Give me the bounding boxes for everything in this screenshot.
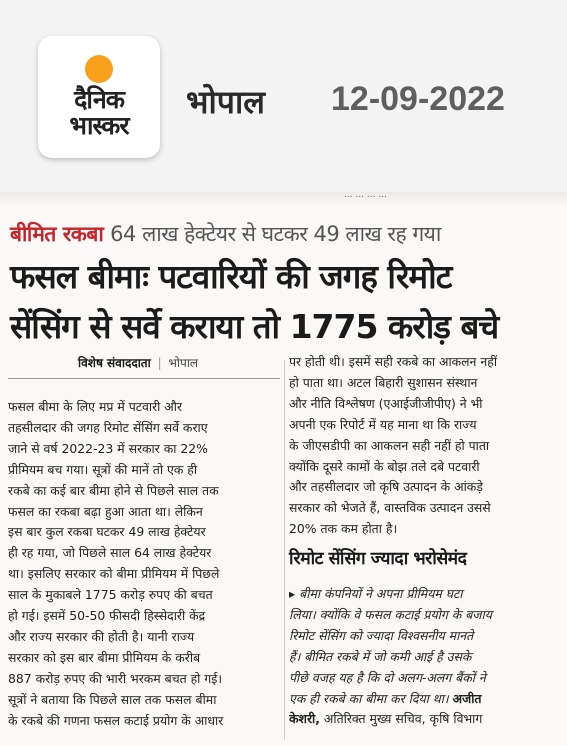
article-line: 887 करोड़ रुपए की भारी भरकम बचत हो गई। [8,670,223,686]
article-line: ही रह गया, जो पिछले साल 64 लाख हेक्टेयर [8,545,212,561]
article-line: हो गई। इसमें 50-50 फीसदी हिस्सेदारी केंद्र [8,608,206,624]
article-line: और नीति विश्लेषण (एआईजीजीपीए) ने भी [289,395,483,411]
article-line: फसल बीमा के लिए मप्र में पटवारी और [8,399,183,414]
kicker-text: 64 लाख हेक्टेयर से घटकर 49 लाख रह गया [110,222,441,246]
edition-date: 12-09-2022 [331,80,505,118]
article-line: सरकार को इस बार बीमा प्रीमियम के करीब [8,649,201,665]
headline-line: सेंसिंग से सर्वे कराया तो 1775 करोड़ बचे [10,307,499,346]
header-bar [0,0,567,192]
headline [10,252,562,352]
article-line: सरकार को भेजते हैं, वास्तविक उत्पादन उससे [289,500,491,516]
subhead: रिमोट सेंसिंग ज्यादा भरोसेमंद [289,549,467,569]
article-line: रकबे का कई बार बीमा होने से पिछले साल तक [8,482,219,498]
article-line-with-signature [289,689,561,710]
dainik-bhaskar-logo [38,36,160,158]
signature-surname: केशरी, [289,711,320,727]
byline-author: विशेष संवाददाता [78,356,151,370]
kicker [10,220,441,248]
article-line: हो पाता था। अटल बिहारी सुशासन संस्थान [289,374,478,390]
article-line: पर होती थी। इसमें सही रकबे का आकलन नहीं [289,354,498,369]
article-line: इस बार कुल रकबा घटकर 49 लाख हेक्टेयर [8,524,206,540]
sun-icon [85,55,113,83]
article-line: एक ही रकबे का बीमा कर दिया था। [289,690,449,706]
article-line: के जीएसडीपी का आकलन सही नहीं हो पाता [289,437,490,453]
article-line: सूत्रों ने बताया कि पिछले साल तक फसल बीमा [8,691,217,707]
article-line: फसल का रकबा बढ़ा हुआ आता था। लेकिन [8,503,203,519]
article-line: था। इसलिए सरकार को बीमा प्रीमियम में पिछले [8,566,220,582]
byline-separator: | [157,356,162,370]
logo-line1: दैनिक [74,85,124,114]
article-column-1 [8,397,280,732]
article-line: साल के मुकाबले 1775 करोड़ रुपए की बचत [8,587,213,603]
article-line: तहसीलदार की जगह रिमोट सेंसिंग सर्वे कराए [8,419,208,435]
headline-line: फसल बीमाः पटवारियों की जगह रिमोट [10,257,452,296]
article-column-3 [289,584,561,730]
edition-city: भोपाल [186,83,265,121]
signature-name: अजीत [452,690,482,706]
cut-off-text: ... ... ... ... [344,190,387,200]
article-line: क्योंकि दूसरे कामों के बोझ तले दबे पटवारी [289,458,480,474]
article-line: के रकबे की गणना फसल कटाई प्रयोग के आधार [8,712,224,728]
kicker-highlight: बीमित रकबा [10,222,104,246]
article-line: पीछे वजह यह है कि दो अलग-अलग बैंकों ने [289,669,486,685]
article-line: 20% तक कम होता है। [289,521,398,537]
article-line: लिया। क्योंकि वे फसल कटाई प्रयोग के बजाय [289,606,492,622]
article-line: अपनी एक रिपोर्ट में यह माना था कि राज्य [289,416,477,432]
article-line: और राज्य सरकार की होती है। यानी राज्य [8,628,195,644]
article-line: ▸ बीमा कंपनियों ने अपना प्रीमियम घटा [289,586,463,601]
article-line: प्रीमियम बच गया। सूत्रों की मानें तो एक ही [8,461,198,477]
signature-title: अतिरिक्त मुख्य सचिव, कृषि विभाग [323,711,483,727]
byline-place: भोपाल [168,356,199,370]
clipping-top-edge [0,192,567,206]
article-line: और तहसीलदार जो कृषि उत्पादन के आंकड़े [289,479,483,495]
news-clipping [0,192,567,746]
article-line: जाने से वर्ष 2022-23 में सरकार का 22% [8,440,208,456]
article-line: हैं। बीमित रकबे में जो कमी आई है उसके [289,648,472,664]
article-line: रिमोट सेंसिंग को ज्यादा विश्वसनीय मानते [289,627,474,643]
byline [78,354,198,371]
logo-line2: भास्कर [69,111,129,140]
column-divider [284,360,285,740]
column-rule [8,378,280,379]
article-column-2 [289,352,561,540]
signature-line [289,709,561,730]
